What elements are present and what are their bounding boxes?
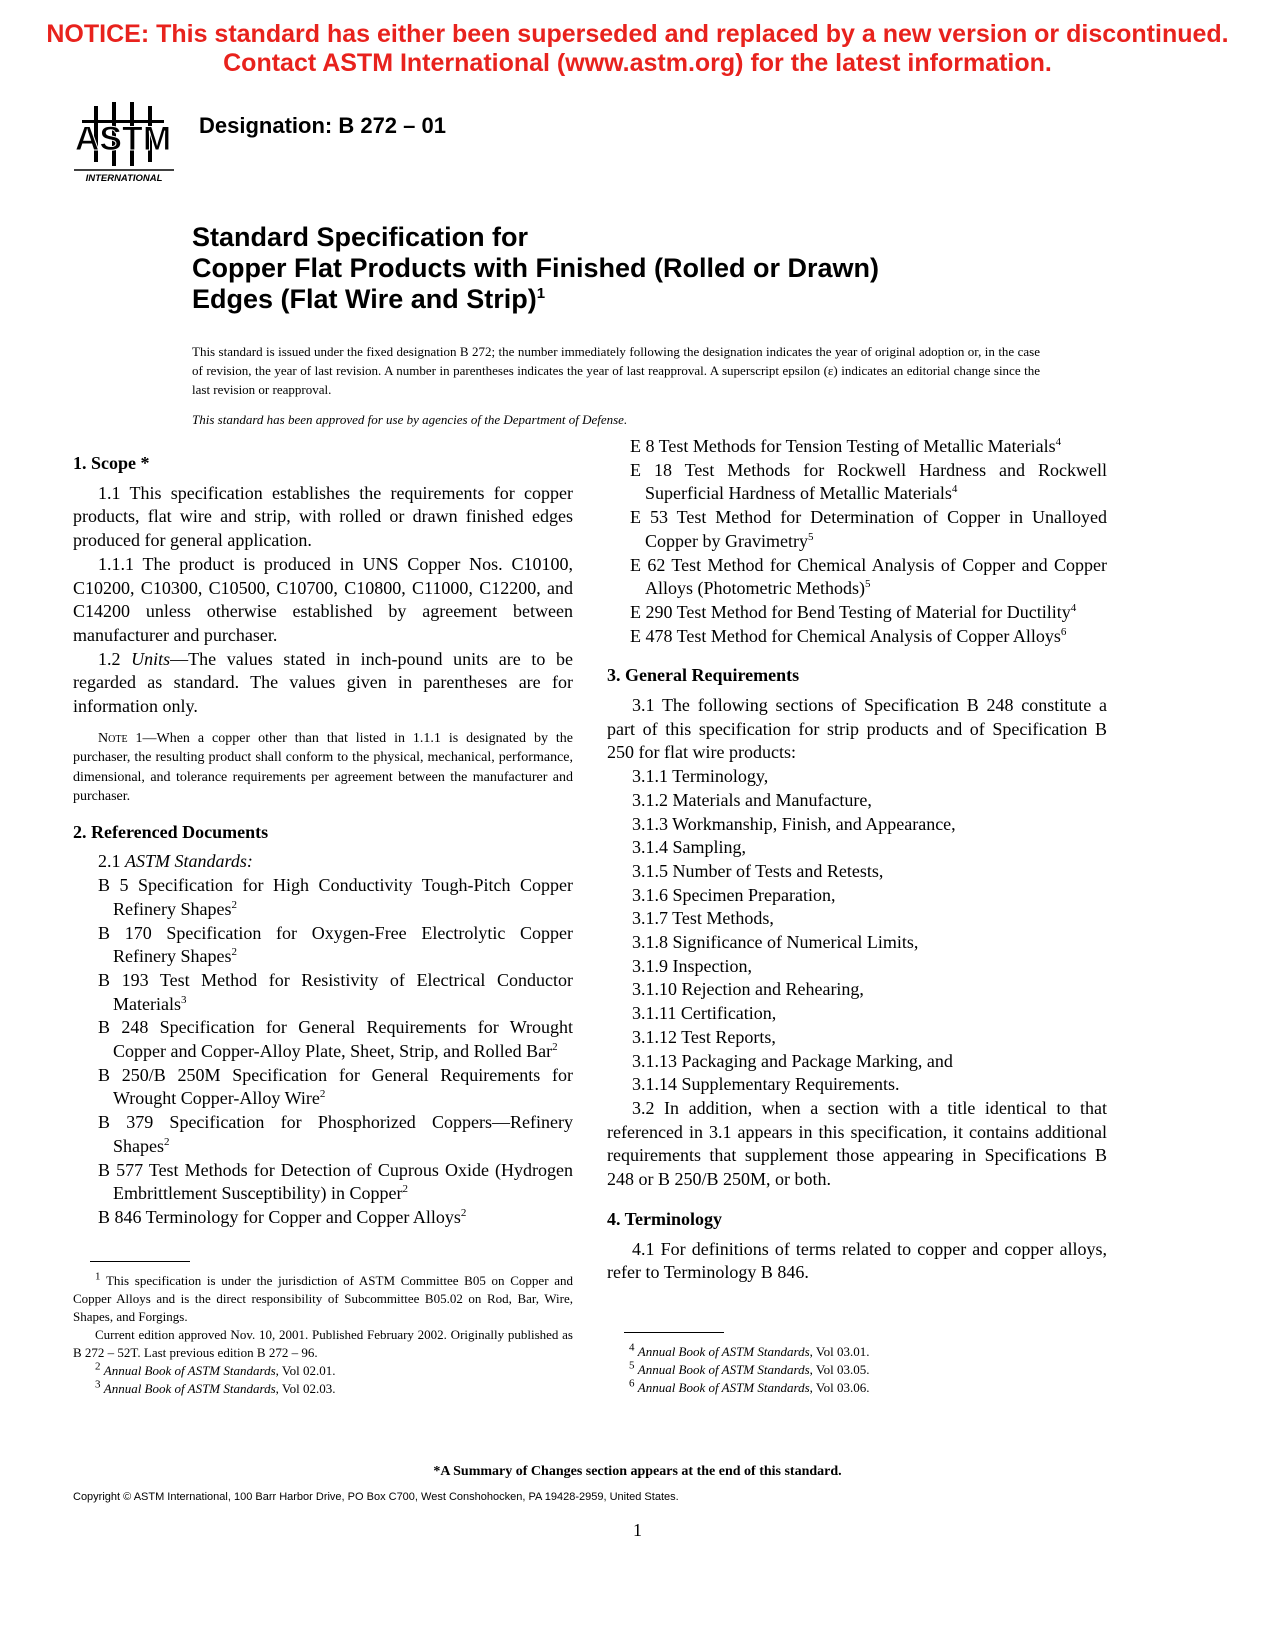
footnote-3 xyxy=(73,1380,573,1398)
list-item: 3.1.5 Number of Tests and Retests, xyxy=(632,860,884,881)
footnote-text: , Vol 03.01. xyxy=(809,1344,870,1359)
reference-footnote-mark: 5 xyxy=(864,578,871,591)
section-1-heading: 1. Scope * xyxy=(73,453,150,473)
designation: Designation: B 272 – 01 xyxy=(199,113,446,138)
footnote-mark: 6 xyxy=(629,1377,635,1390)
reference-footnote-mark: 2 xyxy=(460,1206,467,1219)
reference-footnote-mark: 4 xyxy=(1055,436,1062,448)
reference-footnote-mark: 6 xyxy=(1060,625,1067,638)
para-1-2 xyxy=(73,648,573,719)
footnote-text: , Vol 02.01. xyxy=(275,1363,336,1378)
reference-text: E 18 Test Methods for Rockwell Hardness and Rockwell Superficial Hardness of Metallic Materials xyxy=(630,459,1107,504)
reference-item xyxy=(73,1159,573,1206)
reference-footnote-mark: 2 xyxy=(231,946,237,959)
reference-footnote-mark: 2 xyxy=(552,1041,558,1054)
para-3-2: 3.2 In addition, when a section with a title identical to that referenced in 3.1 appears in this specification, it contains additional requirements that supplement those appearing in Specifications B 248 or B 250/B 250M, or both. xyxy=(607,1097,1107,1190)
para-1-1: 1.1 This specification establishes the requirements for copper products, flat wire and strip, with rolled or drawn finished edges produced for general application. xyxy=(73,482,573,551)
para-4-1: 4.1 For definitions of terms related to copper and copper alloys, refer to Terminology B 846. xyxy=(607,1238,1107,1283)
summary-of-changes-note: *A Summary of Changes section appears at the end of this standard. xyxy=(433,1464,842,1479)
logo-subtext: INTERNATIONAL xyxy=(85,173,163,184)
footnote-1 xyxy=(73,1272,573,1326)
footnote-mark: 5 xyxy=(629,1359,635,1372)
reference-text: B 5 Specification for High Conductivity Tough-Pitch Copper Refinery Shapes xyxy=(98,875,573,919)
reference-item xyxy=(607,506,1107,553)
footnote-5 xyxy=(607,1361,1107,1379)
reference-item xyxy=(73,1016,573,1063)
reference-text: B 846 Terminology for Copper and Copper Alloys xyxy=(98,1206,461,1227)
reference-item xyxy=(607,625,1107,649)
list-item: 3.1.3 Workmanship, Finish, and Appearance, xyxy=(632,813,956,834)
reference-footnote-mark: 5 xyxy=(807,530,814,543)
title-line-3-text: Edges (Flat Wire and Strip) xyxy=(192,284,537,314)
footnote-em: Annual Book of ASTM Standards xyxy=(637,1362,810,1377)
reference-footnote-mark: 4 xyxy=(951,483,958,496)
footnote-em: Annual Book of ASTM Standards xyxy=(637,1344,810,1359)
footnote-em: Annual Book of ASTM Standards xyxy=(637,1380,810,1395)
reference-footnote-mark: 2 xyxy=(164,1135,170,1148)
reference-text: B 170 Specification for Oxygen-Free Electrolytic Copper Refinery Shapes xyxy=(98,922,573,967)
reference-item xyxy=(607,435,1107,459)
reference-item xyxy=(73,922,573,969)
reference-item xyxy=(607,459,1107,506)
footnote-mark: 2 xyxy=(95,1360,101,1373)
reference-text: E 478 Test Method for Chemical Analysis of Copper Alloys xyxy=(630,625,1061,646)
list-item: 3.1.12 Test Reports, xyxy=(632,1026,776,1047)
reference-text: B 193 Test Method for Resistivity of Electrical Conductor Materials xyxy=(98,969,573,1014)
footnote-text: , Vol 03.05. xyxy=(809,1362,870,1377)
section-3-heading: 3. General Requirements xyxy=(607,665,800,686)
reference-text: B 379 Specification for Phosphorized Coppers—Refinery Shapes xyxy=(98,1112,573,1156)
footnote-4 xyxy=(607,1343,1107,1361)
title-footnote-mark: 1 xyxy=(536,285,546,302)
notice-line-1: NOTICE: This standard has either been superseded and replaced by a new version or discontinued. xyxy=(46,20,1229,48)
list-item: 3.1.2 Materials and Manufacture, xyxy=(632,789,872,810)
logo-text: ASTM xyxy=(74,120,172,158)
reference-item xyxy=(73,874,573,921)
list-item: 3.1.7 Test Methods, xyxy=(632,908,774,929)
list-item: 3.1.6 Specimen Preparation, xyxy=(632,884,836,905)
right-column xyxy=(607,435,1107,1285)
para-3-1: 3.1 The following sections of Specification B 248 constitute a part of this specification for strip products and of Specification B 250 for flat wire products: xyxy=(607,695,1107,763)
para-2-1 xyxy=(73,850,573,874)
footnote-2 xyxy=(73,1362,573,1380)
note-label: Note xyxy=(98,730,128,746)
list-item: 3.1.11 Certification, xyxy=(632,1003,777,1024)
reference-footnote-mark: 2 xyxy=(231,898,237,911)
reference-item xyxy=(607,554,1107,601)
title-line-2: Copper Flat Products with Finished (Rolled or Drawn) xyxy=(192,253,880,283)
list-item: 3.1.4 Sampling, xyxy=(632,837,747,858)
footnote-1b: Current edition approved Nov. 10, 2001. Published February 2002. Originally published as B 272 – 52T. Last previous edition B 272 – 96. xyxy=(73,1327,573,1360)
footnotes-left xyxy=(73,1272,573,1398)
reference-footnote-mark: 3 xyxy=(180,993,187,1006)
reference-text: B 248 Specification for General Requirements for Wrought Copper and Copper-Alloy Plate, Sheet, Strip, and Rolled Bar xyxy=(98,1017,573,1062)
footnote-mark: 1 xyxy=(95,1270,101,1283)
reference-footnote-mark: 2 xyxy=(402,1183,408,1196)
copyright-line: Copyright © ASTM International, 100 Barr Harbor Drive, PO Box C700, West Conshohocken, PA 19428-2959, United States. xyxy=(73,1491,679,1503)
intro-paragraph: This standard is issued under the fixed designation B 272; the number immediately following the designation indicates the year of original adoption or, in the case of revision, the year of last revision. A number in parentheses indicates the year of last reapproval. A superscript epsilon (ε) indicates an editorial change since the last revision or reapproval. xyxy=(192,344,1040,397)
page-number: 1 xyxy=(633,1520,642,1540)
footnote-mark: 4 xyxy=(629,1341,635,1354)
reference-footnote-mark: 4 xyxy=(1070,601,1077,614)
approved-statement: This standard has been approved for use by agencies of the Department of Defense. xyxy=(192,412,628,427)
reference-text: E 290 Test Method for Bend Testing of Material for Ductility xyxy=(630,601,1071,622)
list-item: 3.1.10 Rejection and Rehearing, xyxy=(632,979,864,1000)
note-1 xyxy=(73,729,573,807)
reference-text: E 53 Test Method for Determination of Copper in Unalloyed Copper by Gravimetry xyxy=(630,507,1107,551)
footnote-text: , Vol 03.06. xyxy=(809,1380,870,1395)
reference-text: E 8 Test Methods for Tension Testing of Metallic Materials xyxy=(630,436,1056,456)
para-1-2-num: 1.2 xyxy=(98,648,132,669)
reference-item xyxy=(73,1111,573,1158)
document-title xyxy=(192,222,879,315)
para-1-2-rest: —The values stated in inch-pound units are to be regarded as standard. The values given in parentheses are for information only. xyxy=(73,648,573,717)
astm-logo xyxy=(70,98,178,184)
para-1-1-1: 1.1.1 The product is produced in UNS Copper Nos. C10100, C10200, C10300, C10500, C10700, C10800, C11000, C12200, and C14200 unless otherwise established by agreement between manufacturer and purchaser. xyxy=(73,553,573,645)
notice-line-2: Contact ASTM International (www.astm.org) for the latest information. xyxy=(223,49,1052,77)
footnote-separator-left xyxy=(90,1261,190,1262)
reference-item xyxy=(607,601,1107,625)
footnote-6 xyxy=(607,1379,1107,1397)
left-column xyxy=(73,452,573,1230)
reference-item xyxy=(73,1064,573,1111)
list-item: 3.1.1 Terminology, xyxy=(632,766,769,787)
list-item: 3.1.9 Inspection, xyxy=(632,955,752,976)
section-4-heading: 4. Terminology xyxy=(607,1208,723,1229)
reference-item xyxy=(73,1206,573,1230)
para-2-1-em: ASTM Standards: xyxy=(125,851,253,872)
title-line-3 xyxy=(192,284,879,315)
footnote-mark: 3 xyxy=(95,1378,101,1391)
reference-text: B 577 Test Methods for Detection of Cuprous Oxide (Hydrogen Embrittlement Susceptibility) in Copper xyxy=(98,1159,573,1204)
para-2-1-num: 2.1 xyxy=(98,851,125,872)
reference-text: B 250/B 250M Specification for General Requirements for Wrought Copper-Alloy Wire xyxy=(98,1064,573,1109)
footnote-text: This specification is under the jurisdiction of ASTM Committee B05 on Copper and Copper Alloys and is the direct responsibility of Subcommittee B05.02 on Rod, Bar, Wire, Shapes, and Forgings. xyxy=(73,1273,573,1324)
reference-text: E 62 Test Method for Chemical Analysis of Copper and Copper Alloys (Photometric Methods) xyxy=(630,554,1107,599)
para-1-2-em: Units xyxy=(131,648,171,669)
footnote-em: Annual Book of ASTM Standards xyxy=(103,1363,276,1378)
list-item: 3.1.8 Significance of Numerical Limits, xyxy=(632,932,919,953)
list-item: 3.1.13 Packaging and Package Marking, and xyxy=(632,1050,953,1071)
footnote-em: Annual Book of ASTM Standards xyxy=(103,1381,276,1396)
section-2-heading: 2. Referenced Documents xyxy=(73,821,269,842)
title-line-1: Standard Specification for xyxy=(192,222,529,252)
footnotes-right xyxy=(607,1343,1107,1397)
reference-footnote-mark: 2 xyxy=(319,1088,326,1101)
list-item: 3.1.14 Supplementary Requirements. xyxy=(632,1074,900,1095)
footnote-separator-right xyxy=(624,1332,724,1333)
note-text: 1—When a copper other than that listed in 1.1.1 is designated by the purchaser, the resulting product shall conform to the physical, mechanical, performance, dimensional, and tolerance requirements per agreement between the manufacturer and purchaser. xyxy=(73,730,573,805)
reference-item xyxy=(73,969,573,1016)
footnote-text: , Vol 02.03. xyxy=(275,1381,336,1396)
